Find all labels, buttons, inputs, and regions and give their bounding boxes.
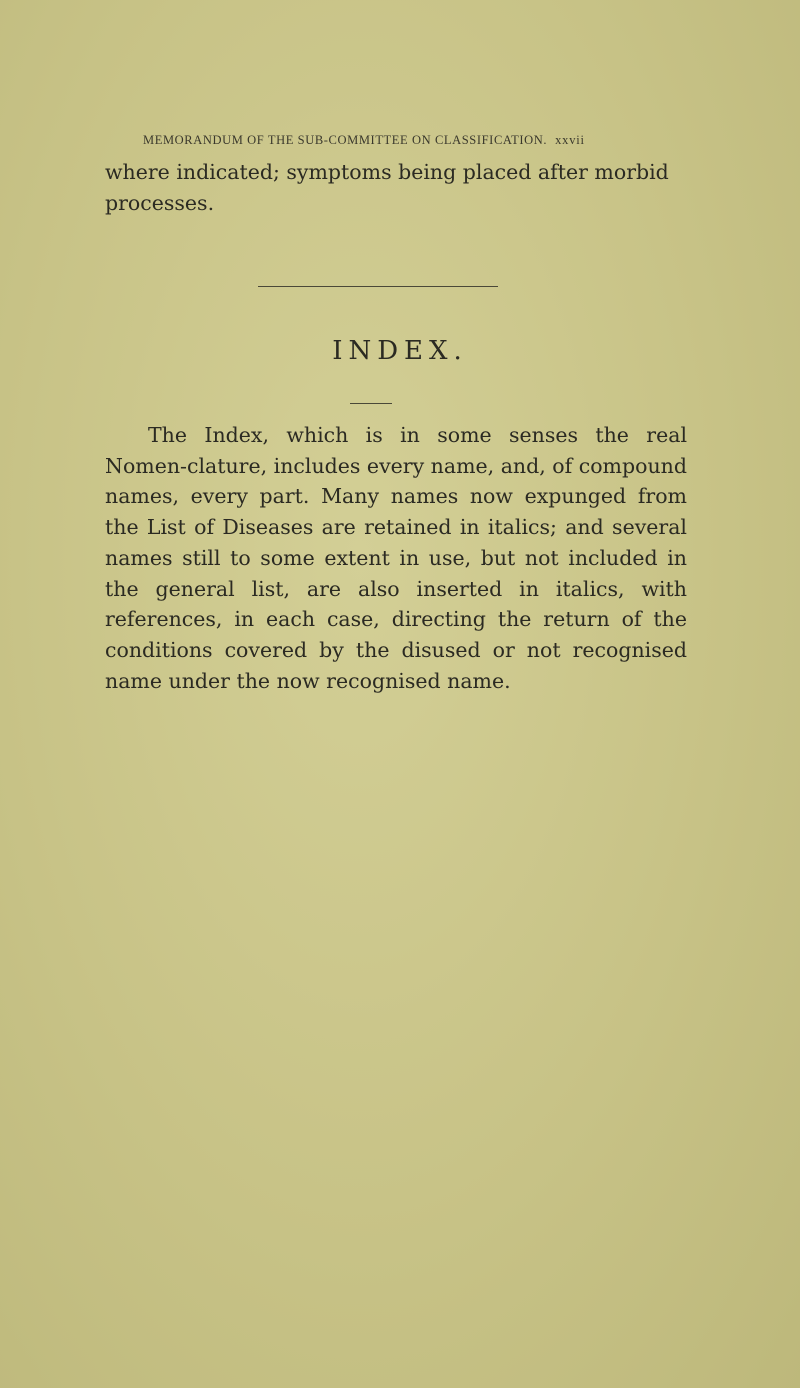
- continued-paragraph: where indicated; symptoms being placed after morbid processes.: [105, 160, 669, 215]
- index-paragraph: The Index, which is in some senses the real Nomen-clature, includes every name, and, of compound names, every part. Many names now expunged from the List of Diseases are retained in italics; and several names still to some extent in use, but not included in the general list, are also inserted in italics, with references, in each case, directing the return of the conditions covered by the disused or not recognised name under the now recognised name.: [105, 423, 687, 693]
- section-divider-rule: [258, 286, 498, 287]
- running-head-title: MEMORANDUM OF THE SUB-COMMITTEE ON CLASSIFICATION.: [143, 133, 548, 147]
- section-heading: INDEX.: [332, 336, 468, 366]
- heading-underline-rule: [350, 403, 392, 404]
- page-number: xxvii: [555, 133, 585, 147]
- running-head: [143, 133, 663, 148]
